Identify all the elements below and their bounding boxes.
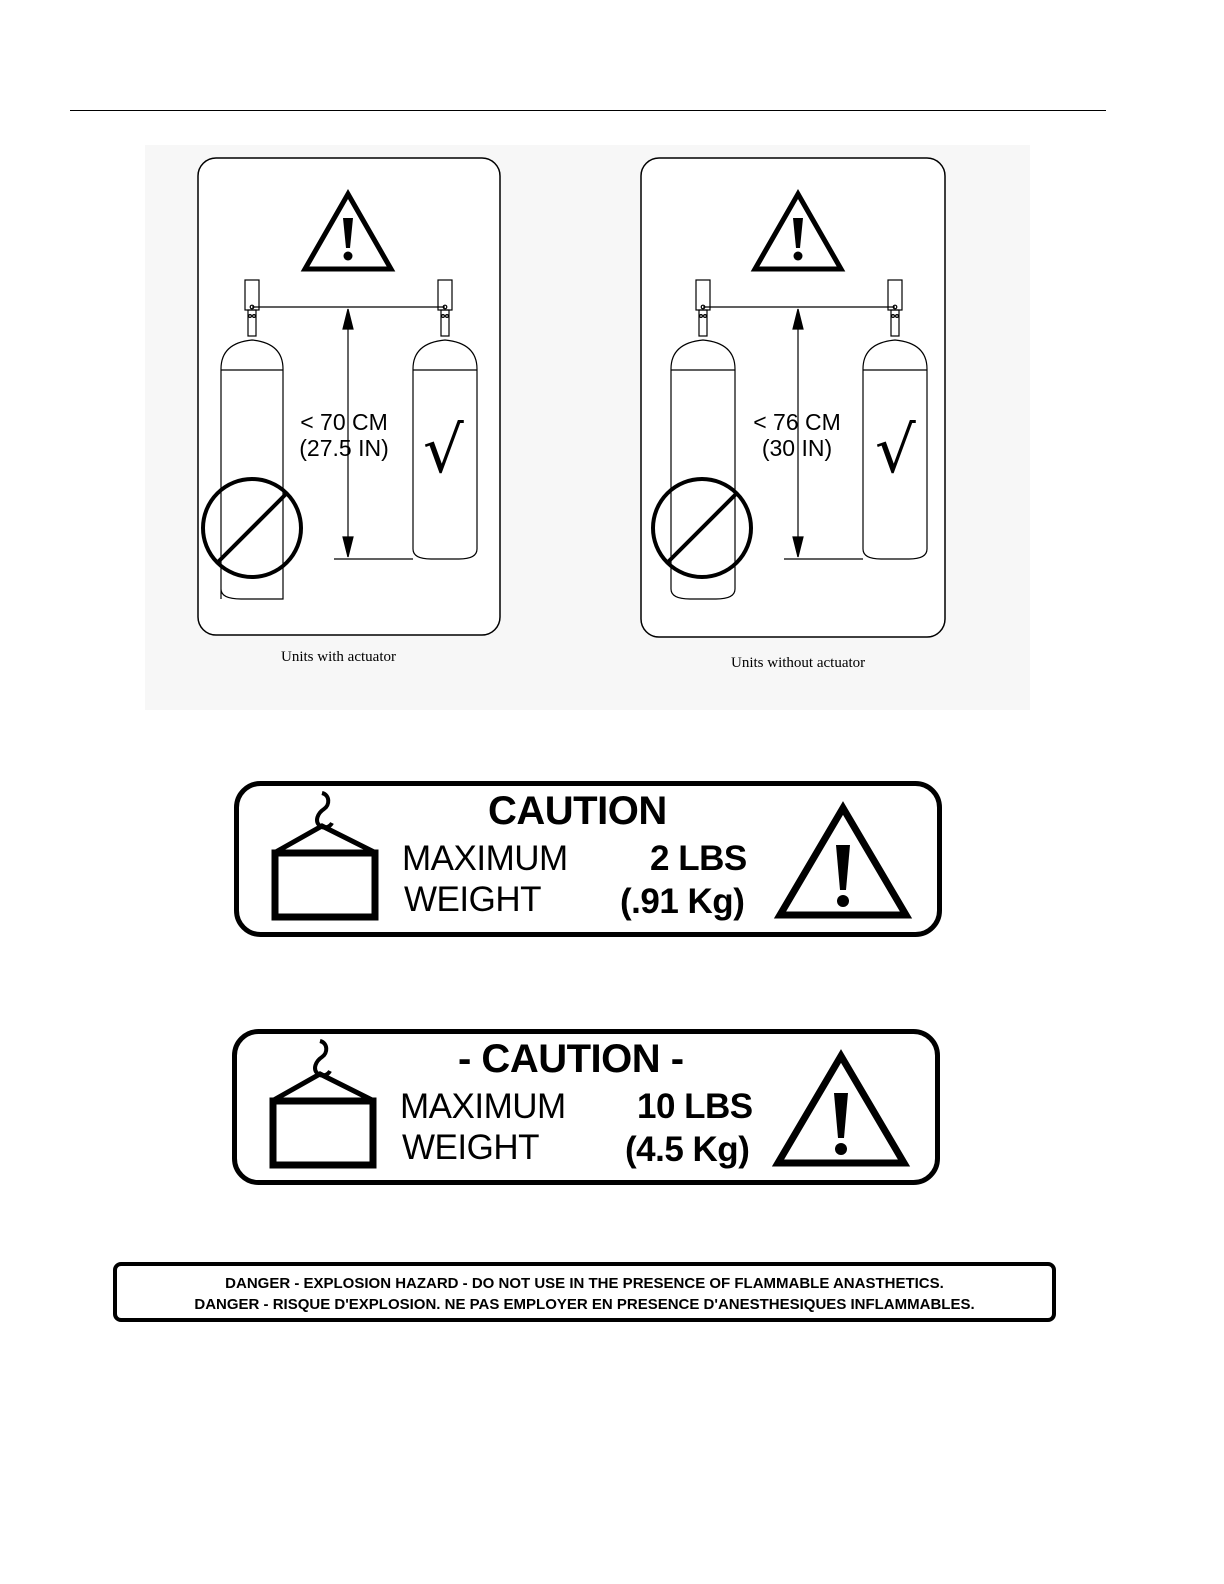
weight-label: WEIGHT [402,1128,539,1167]
cylinder-label-drawing [640,157,946,639]
maximum-label: MAXIMUM [400,1087,566,1126]
max-weight-lbs: 10 LBS [637,1087,753,1126]
danger-text-french: DANGER - RISQUE D'EXPLOSION. NE PAS EMPLOYER EN PRESENCE D'ANESTHESIQUES INFLAMMABLES. [194,1296,975,1313]
dimension-imperial: (30 IN) [761,435,833,461]
caution-title: - CAUTION - [458,1037,684,1081]
max-weight-kg: (4.5 Kg) [625,1130,750,1169]
danger-label [113,1262,1056,1322]
max-weight-kg: (.91 Kg) [620,882,745,921]
dimension-metric: < 76 CM [753,409,841,435]
caption-without-actuator: Units without actuator [731,655,866,671]
cylinder-label-with-actuator [197,157,501,637]
check-icon: √ [875,414,916,488]
weight-label: WEIGHT [404,880,541,919]
cylinder-label-drawing [197,157,501,637]
caption-with-actuator: Units with actuator [281,649,396,665]
max-weight-lbs: 2 LBS [650,839,747,878]
dimension-imperial: (27.5 IN) [299,435,389,461]
caution-title: CAUTION [488,789,667,833]
cylinder-label-without-actuator [640,157,946,639]
maximum-label: MAXIMUM [402,839,568,878]
check-icon: √ [423,414,464,488]
caution-label-10lbs [232,1029,940,1187]
dimension-metric: < 70 CM [300,409,388,435]
caution-label-2lbs [234,781,942,939]
header-rule [70,110,1106,111]
danger-text-english: DANGER - EXPLOSION HAZARD - DO NOT USE IN THE PRESENCE OF FLAMMABLE ANASTHETICS. [225,1275,944,1292]
